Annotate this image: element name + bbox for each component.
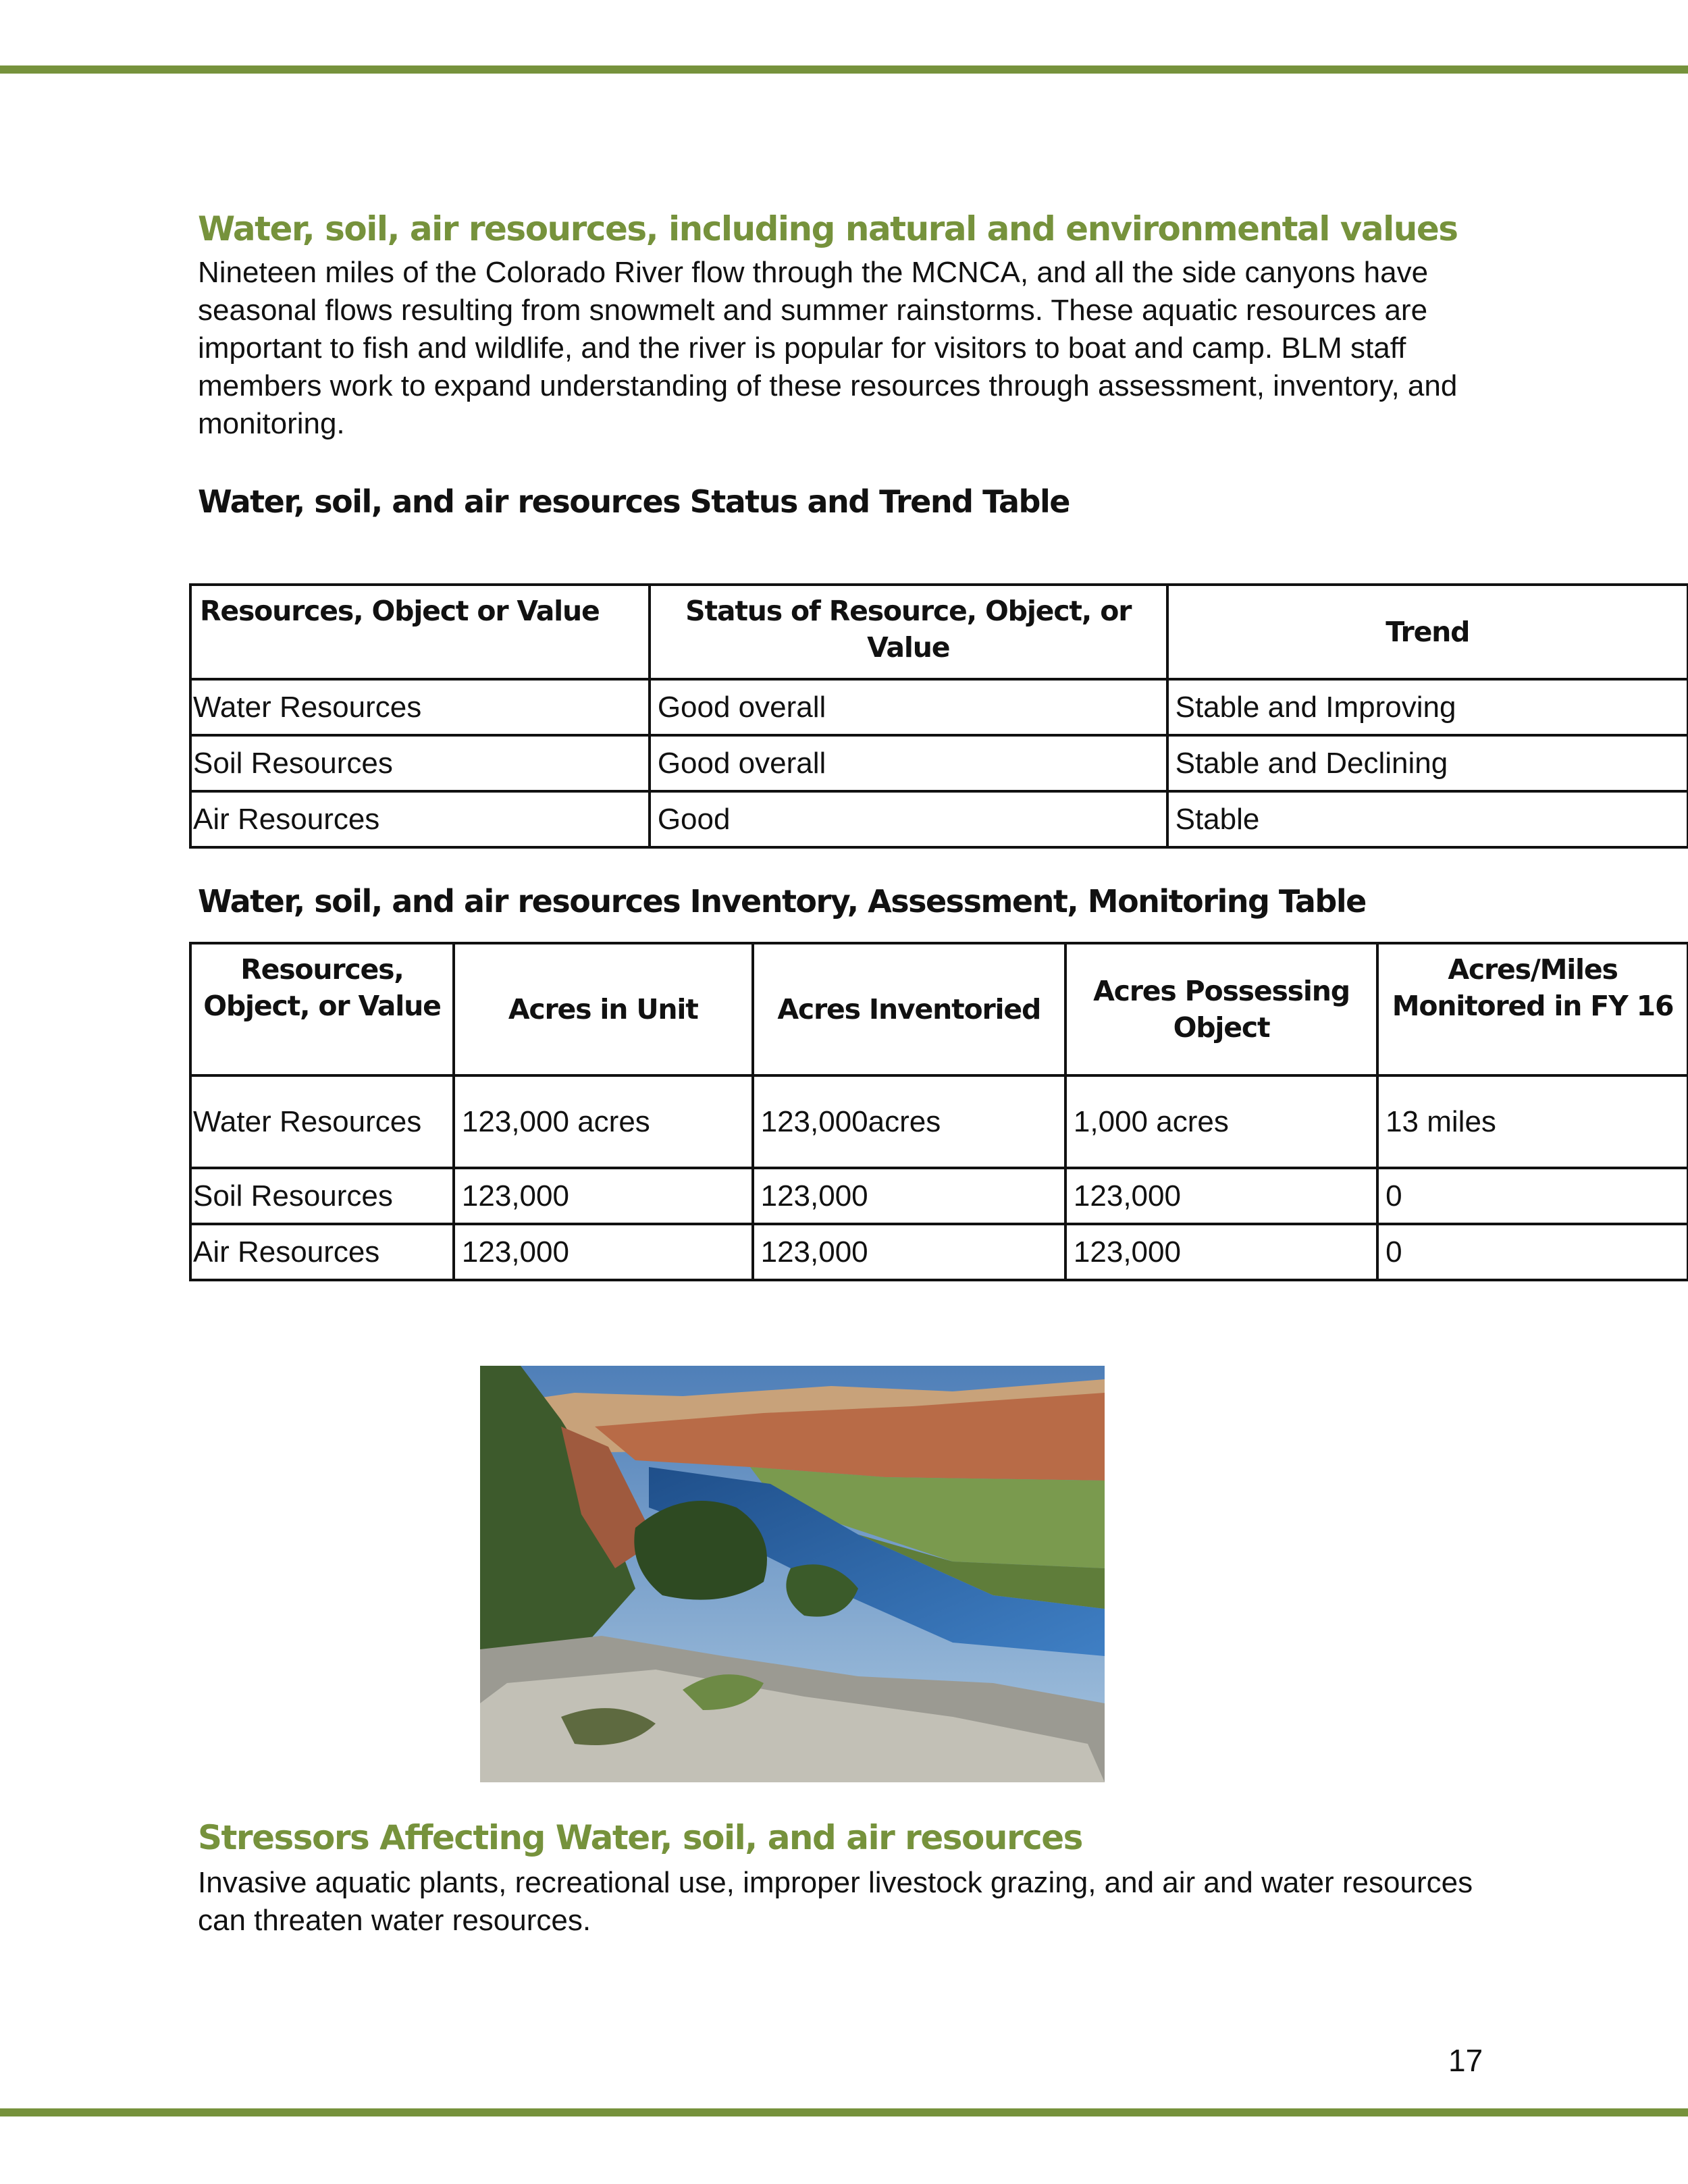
table-cell: 123,000 bbox=[454, 1168, 753, 1224]
section-heading-stressors: Stressors Affecting Water, soil, and air resources bbox=[198, 1818, 1082, 1857]
header-cell: Trend bbox=[1167, 585, 1688, 679]
header-cell: Acres in Unit bbox=[454, 943, 753, 1075]
table-cell: Stable and Improving bbox=[1167, 679, 1688, 735]
table-cell: 123,000 bbox=[1065, 1168, 1377, 1224]
table-cell: 0 bbox=[1377, 1224, 1688, 1280]
canyon-river-illustration bbox=[480, 1366, 1105, 1782]
table-cell: Water Resources bbox=[190, 679, 650, 735]
header-cell: Resources, Object, or Value bbox=[190, 943, 454, 1075]
header-cell: Resources, Object or Value bbox=[190, 585, 650, 679]
table-cell: 123,000 bbox=[753, 1224, 1065, 1280]
table-header-row bbox=[190, 943, 1688, 1075]
table-row bbox=[190, 1224, 1688, 1280]
table-cell: Air Resources bbox=[190, 1224, 454, 1280]
page-number: 17 bbox=[1448, 2043, 1483, 2078]
header-cell: Acres Possessing Object bbox=[1065, 943, 1377, 1075]
table-row bbox=[190, 791, 1688, 847]
status-table-title: Water, soil, and air resources Status and Trend Table bbox=[198, 483, 1070, 520]
table-cell: 123,000acres bbox=[753, 1075, 1065, 1168]
status-trend-table bbox=[189, 583, 1688, 849]
table-cell: Good overall bbox=[650, 735, 1167, 791]
header-cell: Acres Inventoried bbox=[753, 943, 1065, 1075]
table-row bbox=[190, 1075, 1688, 1168]
section-body-resources: Nineteen miles of the Colorado River flow through the MCNCA, and all the side canyons have seasonal flows resulting from snowmelt and summer rainstorms. These aquatic resources are important to fish and wildlife, and the river is popular for visitors to boat and camp. BLM staff members work to expand understanding of these resources through assessment, inventory, and monitoring. bbox=[198, 256, 1458, 440]
canyon-river-photo bbox=[480, 1366, 1105, 1782]
top-rule bbox=[0, 65, 1688, 74]
table-cell: 123,000 bbox=[753, 1168, 1065, 1224]
inventory-table-title: Water, soil, and air resources Inventory, Assessment, Monitoring Table bbox=[198, 883, 1366, 920]
section-body-stressors: Invasive aquatic plants, recreational use, improper livestock grazing, and air and water resources can threaten water resources. bbox=[198, 1866, 1473, 1937]
table-cell: Soil Resources bbox=[190, 735, 650, 791]
table-cell: 123,000 bbox=[454, 1224, 753, 1280]
table-cell: Stable and Declining bbox=[1167, 735, 1688, 791]
bottom-rule bbox=[0, 2108, 1688, 2116]
table-cell: Good overall bbox=[650, 679, 1167, 735]
table-cell: Good bbox=[650, 791, 1167, 847]
table-row bbox=[190, 1168, 1688, 1224]
table-cell: 1,000 acres bbox=[1065, 1075, 1377, 1168]
table-cell: 123,000 acres bbox=[454, 1075, 753, 1168]
table-cell: 123,000 bbox=[1065, 1224, 1377, 1280]
table-row bbox=[190, 679, 1688, 735]
table-cell: 13 miles bbox=[1377, 1075, 1688, 1168]
table-cell: Air Resources bbox=[190, 791, 650, 847]
table-cell: Soil Resources bbox=[190, 1168, 454, 1224]
inventory-monitoring-table bbox=[189, 942, 1688, 1281]
table-header-row bbox=[190, 585, 1688, 679]
table-cell: Stable bbox=[1167, 791, 1688, 847]
table-cell: 0 bbox=[1377, 1168, 1688, 1224]
header-cell: Status of Resource, Object, or Value bbox=[650, 585, 1167, 679]
section-heading-resources: Water, soil, air resources, including natural and environmental values bbox=[198, 209, 1458, 248]
header-cell: Acres/Miles Monitored in FY 16 bbox=[1377, 943, 1688, 1075]
table-row bbox=[190, 735, 1688, 791]
table-cell: Water Resources bbox=[190, 1075, 454, 1168]
